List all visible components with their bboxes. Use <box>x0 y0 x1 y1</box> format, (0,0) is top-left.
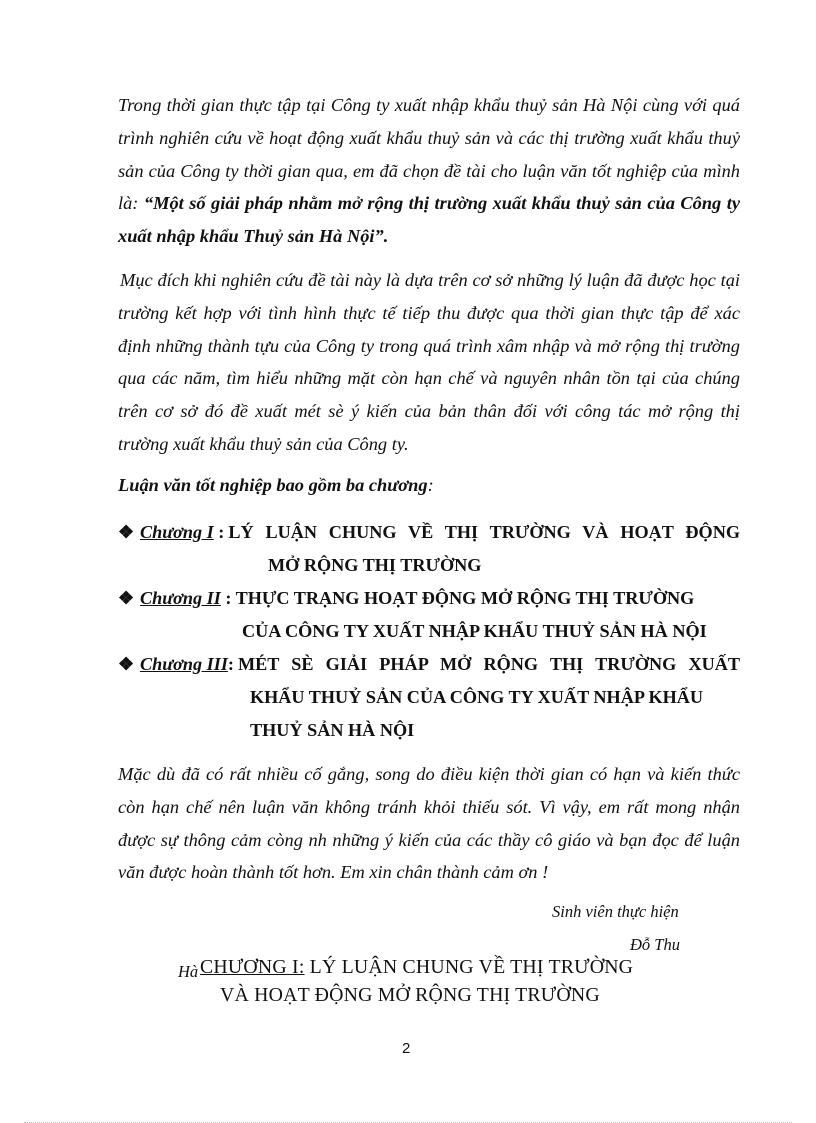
chapter-2-title-line1: THỰC TRẠNG HOẠT ĐỘNG MỞ RỘNG THỊ TRƯỜNG <box>235 588 695 608</box>
page-number: 2 <box>402 1040 411 1057</box>
intro-paragraph <box>118 89 740 253</box>
chapter-1-label: Chương I <box>140 522 214 542</box>
chapter-3-separator: : <box>227 654 234 674</box>
chapter-3-title-line3: THUỶ SẢN HÀ NỘI <box>250 719 415 740</box>
chapter-title-rest: LÝ LUẬN CHUNG VỀ THỊ TRƯỜNG <box>304 956 634 978</box>
chapter-item-1 <box>118 516 740 582</box>
diamond-bullet-icon: ❖ <box>118 654 135 674</box>
thesis-topic: “Một số giải pháp nhằm mở rộng thị trường xuất khẩu thuỷ sản của Công ty xuất nhập khẩu Thuỷ sản Hà Nội”. <box>118 193 740 247</box>
chapter-title-line2: VÀ HOẠT ĐỘNG MỞ RỘNG THỊ TRƯỜNG <box>220 984 600 1006</box>
purpose-paragraph: Mục đích khi nghiên cứu đề tài này là dựa trên cơ sở những lý luận đã được học tại trường kết hợp với tình hình thực tế tiếp thu được qua thời gian thực tập để xác định những thành tựu của Công ty trong quá trình xâm nhập và mở rộng thị trường qua các năm, tìm hiểu những mặt còn hạn chế và nguyên nhân tồn tại của chúng trên cơ sở đó đề xuất mét sè ý kiến của bản thân đối với công tác mở rộng thị trường xuất khẩu thuỷ sản của Công ty. <box>118 270 740 454</box>
diamond-bullet-icon: ❖ <box>118 522 135 542</box>
chapter-2-label: Chương II <box>140 588 221 608</box>
diamond-bullet-icon: ❖ <box>118 588 135 608</box>
chapter-1-title-line2: MỞ RỘNG THỊ TRƯỜNG <box>268 554 482 575</box>
structure-heading-colon: : <box>427 475 434 495</box>
chapter-item-3 <box>118 648 740 746</box>
chapter-2-separator: : <box>220 588 236 608</box>
signature-name: Đỗ Thu <box>630 935 680 954</box>
chapter-title-line1 <box>200 956 633 979</box>
chapter-1-title-line1: LÝ LUẬN CHUNG VỀ THỊ TRƯỜNG VÀ HOẠT ĐỘNG <box>228 522 740 542</box>
chapter-1-separator: : <box>213 522 225 542</box>
chapter-3-title-line1: MÉT SÈ GIẢI PHÁP MỞ RỘNG THỊ TRƯỜNG XUẤT <box>237 654 740 674</box>
signature-name-overflow: Hà <box>178 962 199 981</box>
structure-heading-text: Luận văn tốt nghiệp bao gồm ba chương <box>118 475 428 495</box>
intro-text: Trong thời gian thực tập tại Công ty xuất nhập khẩu thuỷ sản Hà Nội cùng với quá trình nghiên cứu về hoạt động xuất khẩu thuỷ sản và các thị trường xuất khẩu thuỷ sản của Công ty thời gian qua, em đã chọn đề tài cho luận văn tốt nghiệp của mình là: <box>118 95 740 214</box>
chapter-item-2 <box>118 582 740 648</box>
structure-heading <box>118 475 434 496</box>
chapter-3-label: Chương III <box>140 654 228 674</box>
signature-role: Sinh viên thực hiện <box>552 902 679 921</box>
chapter-2-title-line2: CỦA CÔNG TY XUẤT NHẬP KHẨU THUỶ SẢN HÀ NỘI <box>242 620 707 641</box>
chapter-3-title-line2: KHẨU THUỶ SẢN CỦA CÔNG TY XUẤT NHẬP KHẨU <box>250 686 704 707</box>
chapter-title-prefix: CHƯƠNG I: <box>200 956 305 978</box>
closing-paragraph: Mặc dù đã có rất nhiều cố gắng, song do điều kiện thời gian có hạn và kiến thức còn hạn chế nên luận văn không tránh khỏi thiếu sót. Vì vậy, em rất mong nhận được sự thông cảm còng nh những ý kiến của các thầy cô giáo và bạn đọc để luận văn được hoàn thành tốt hơn. Em xin chân thành cảm ơn ! <box>118 764 740 883</box>
